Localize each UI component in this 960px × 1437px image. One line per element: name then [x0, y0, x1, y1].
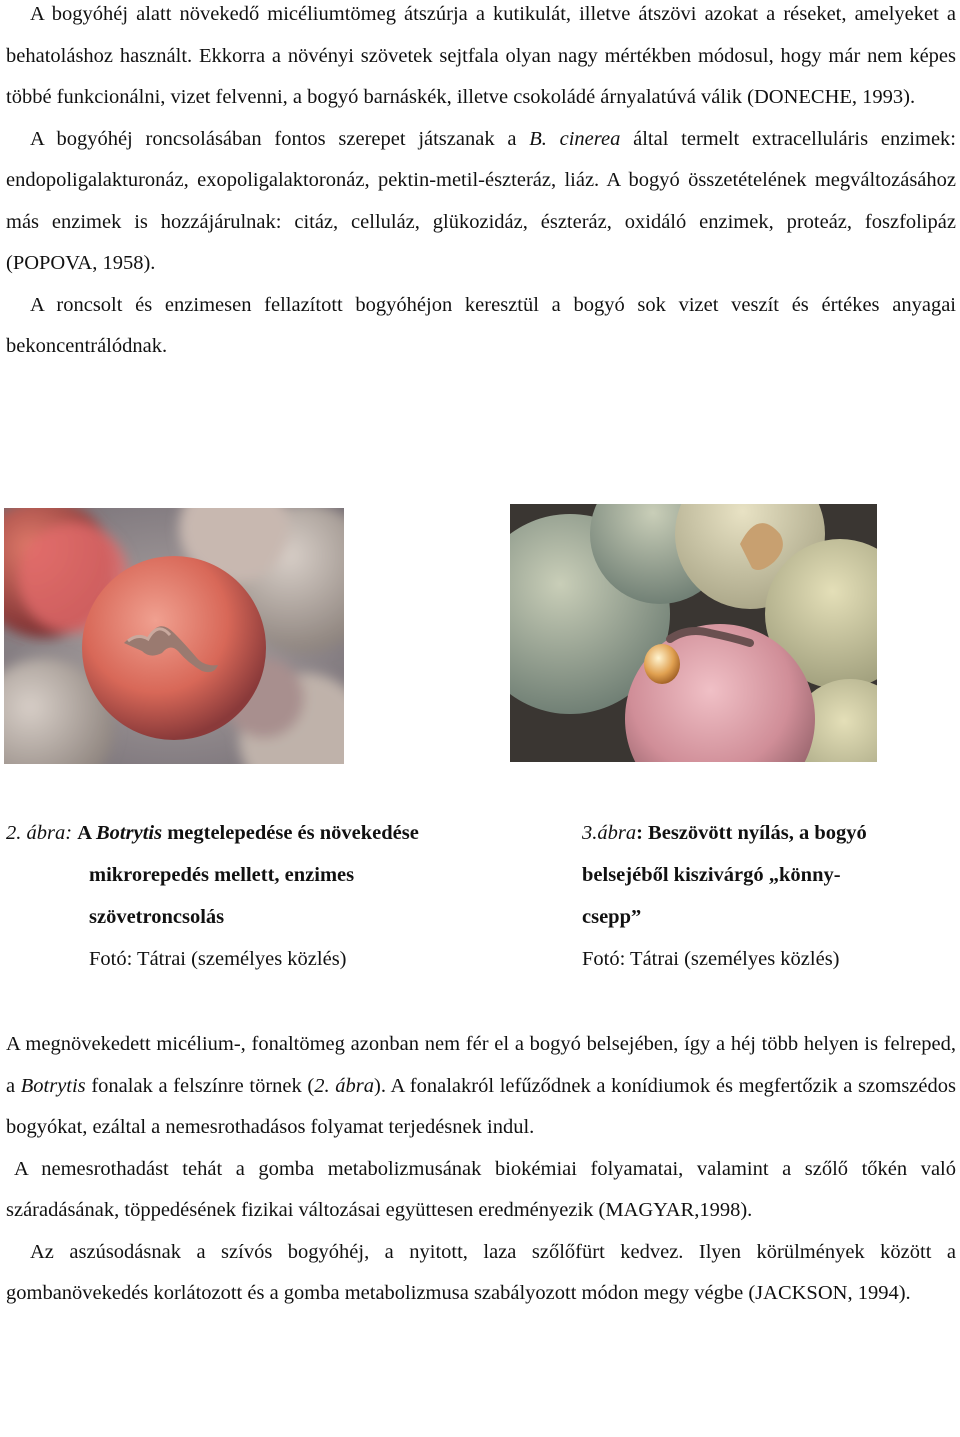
figure-3-title-line-1: : Beszövött nyílás, a bogyó [636, 822, 867, 844]
document-page [6, 0, 956, 368]
figure-2-caption [6, 812, 419, 980]
paragraph-4-text-c: fonalak a felszínre törnek ( [85, 1074, 315, 1097]
figure-2-title-c: megtelepedése és növekedése [162, 822, 419, 844]
paragraph-2-text-a: A bogyóhéj roncsolásában fontos szerepet játszanak a [30, 127, 530, 150]
figure-3-photo [510, 504, 877, 762]
figures-photos [0, 504, 960, 764]
paragraph-2-species: B. cinerea [529, 127, 621, 150]
document-lower [6, 1024, 956, 1315]
figure-2-photo [4, 508, 344, 764]
figure-2-title-line-2: mikrorepedés mellett, enzimes [89, 864, 355, 886]
figure-3-label: 3.ábra [582, 822, 637, 844]
figure-2-credit: Fotó: Tátrai (személyes közlés) [89, 948, 347, 970]
figure-2-title-a: A [77, 822, 96, 844]
figure-3-title-line-2: belsejéből kiszivárgó „könny- [582, 864, 841, 886]
figure-2-title-species: Botrytis [96, 822, 163, 844]
figure-3-caption-line-2 [582, 854, 867, 896]
paragraph-1: A bogyóhéj alatt növekedő micéliumtömeg átszúrja a kutikulát, illetve átszövi azokat a réseket, amelyeket a behatoláshoz használt. Ekkorra a növényi szövetek sejtfala olyan nagy mértékben módosul, hogy már nem képes többé funkcionálni, vizet felvenni, a bogyó barnáskék, illetve csokoládé árnyalatúvá válik (DONECHE, 1993). [6, 3, 956, 108]
figure-3-caption-line-1 [582, 812, 867, 854]
figure-3-caption [582, 812, 867, 980]
paragraph-4-species: Botrytis [20, 1074, 86, 1097]
figure-3-credit: Fotó: Tátrai (személyes közlés) [582, 948, 840, 970]
figure-3-title-line-3: csepp” [582, 906, 642, 928]
paragraph-4-text-e: ). A fonalakról lefűződnek a konídiumok és megfertőzik a szomszédos bogyókat, ezáltal a nemesrothadásos folyamat terjedésnek indul. [6, 1074, 956, 1138]
paragraph-2-text-c: által termelt extracelluláris enzimek: endopoligalakturonáz, exopoligalaktoronáz, pektin-metil-észteráz, liáz. A bogyó összetételének megváltozásához más enzimek is hozzájárulnak: citáz, celluláz, glükozidáz, észteráz, oxidáló enzimek, proteáz, foszfolipáz (POPOVA, 1958). [6, 127, 956, 274]
figure-2-caption-line-1 [6, 812, 419, 854]
figure-2-caption-line-2 [6, 854, 419, 896]
figure-3-caption-line-3 [582, 896, 867, 938]
figure-2-title-line-3: szövetroncsolás [89, 906, 225, 928]
paragraph-5: A nemesrothadást tehát a gomba metabolizmusának biokémiai folyamatai, valamint a szőlő tőkén való száradásának, töppedésének fizikai változásai együttesen eredményezik (MAGYAR,1998). [6, 1157, 956, 1221]
paragraph-4-text-a: A megnövekedett micélium-, fonaltömeg azonban nem fér el a bogyó belsejében, így a héj több helyen is felreped, a [6, 1033, 956, 1097]
figure-2-caption-line-3 [6, 896, 419, 938]
paragraph-6: Az aszúsodásnak a szívós bogyóhéj, a nyitott, laza szőlőfürt kedvez. Ilyen körülmények között a gombanövekedés korlátozott és a gomba metabolizmusa szabályozott módon megy végbe (JACKSON, 1994). [6, 1240, 956, 1304]
paragraph-4 [6, 1024, 956, 1149]
paragraph-2 [6, 119, 956, 285]
paragraph-4-figure-ref: 2. ábra [314, 1074, 375, 1097]
figure-2-label: 2. ábra: [6, 822, 73, 844]
paragraph-3: A roncsolt és enzimesen fellazított bogyóhéjon keresztül a bogyó sok vizet veszít és értékes anyagai bekoncentrálódnak. [6, 293, 956, 357]
